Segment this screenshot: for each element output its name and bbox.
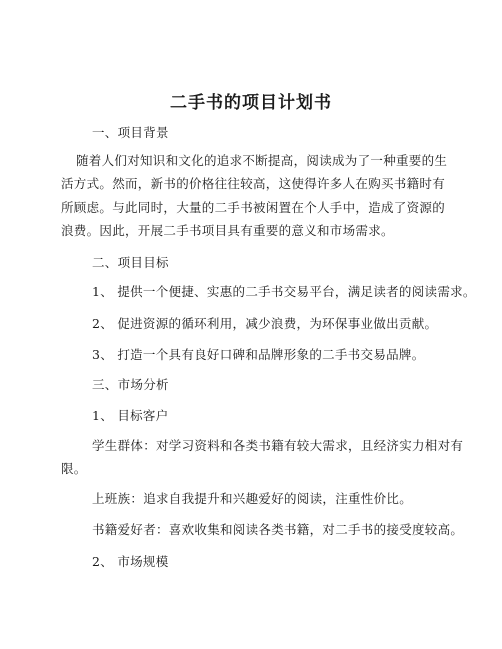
background-paragraph-line-2: 活方式。然而，新书的价格往往较高，这使得许多人在购买书籍时有 — [61, 176, 446, 191]
customer-book-lovers: 书籍爱好者：喜欢收集和阅读各类书籍，对二手书的接受度较高。 — [92, 522, 464, 537]
section-heading-goals: 二、项目目标 — [92, 255, 169, 270]
customer-students-line-2: 限。 — [61, 461, 87, 476]
document-title: 二手书的项目计划书 — [170, 93, 332, 113]
goal-item-2: 2、 促进资源的循环利用，减少浪费，为环保事业做出贡献。 — [92, 316, 438, 331]
goal-item-1: 1、 提供一个便捷、实惠的二手书交易平台，满足读者的阅读需求。 — [92, 284, 476, 299]
section-heading-background: 一、项目背景 — [92, 125, 169, 140]
background-paragraph-line-3: 所顾虑。与此同时，大量的二手书被闲置在个人手中，造成了资源的 — [61, 200, 446, 215]
customer-students-line-1: 学生群体：对学习资料和各类书籍有较大需求，且经济实力相对有 — [92, 438, 464, 453]
background-paragraph-line-1: 随着人们对知识和文化的追求不断提高，阅读成为了一种重要的生 — [76, 153, 448, 168]
section-heading-market: 三、市场分析 — [92, 377, 169, 392]
background-paragraph-line-4: 浪费。因此，开展二手书项目具有重要的意义和市场需求。 — [61, 223, 394, 238]
customer-office-workers: 上班族：追求自我提升和兴趣爱好的阅读，注重性价比。 — [92, 491, 413, 506]
subheading-target-customers: 1、 目标客户 — [92, 408, 169, 423]
subheading-market-size: 2、 市场规模 — [92, 554, 169, 569]
goal-item-3: 3、 打造一个具有良好口碑和品牌形象的二手书交易品牌。 — [92, 347, 425, 362]
